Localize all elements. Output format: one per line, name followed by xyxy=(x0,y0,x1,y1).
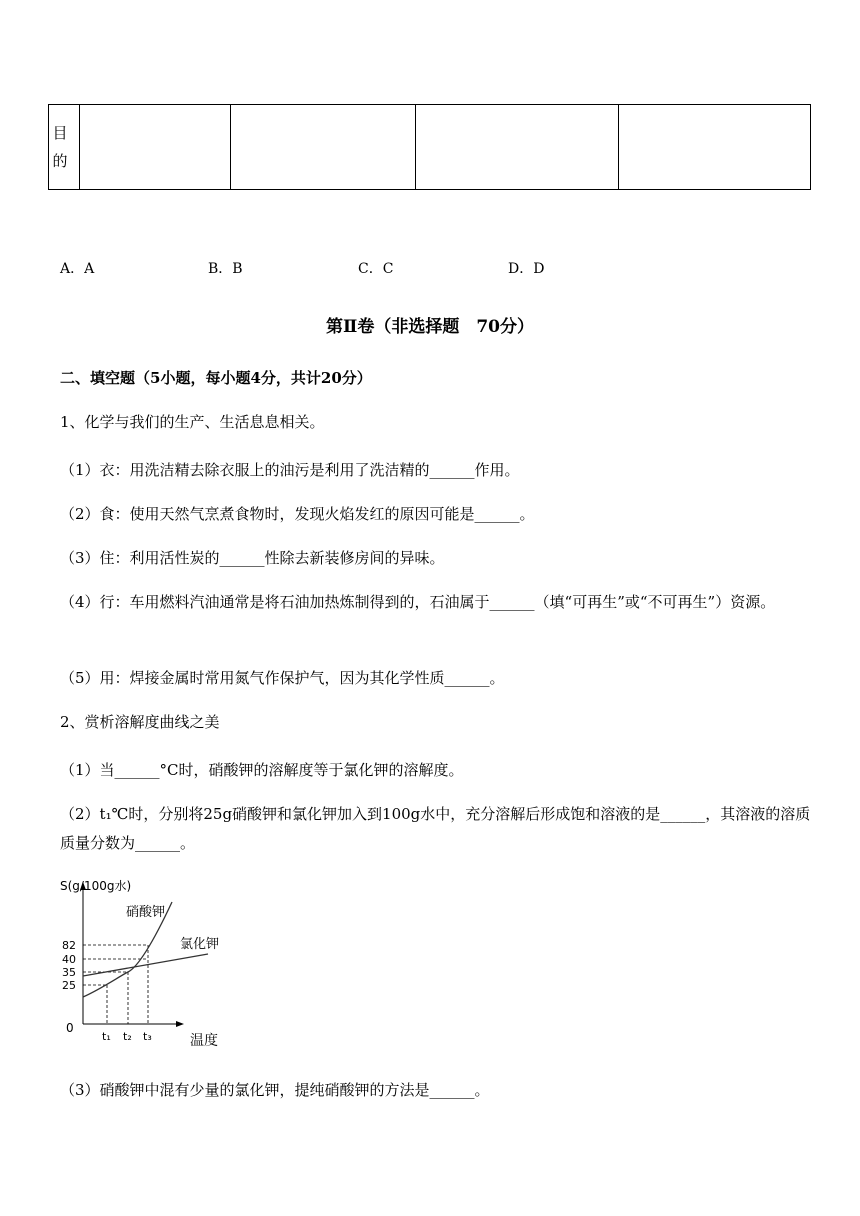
q2-part-3: （3）硝酸钾中混有少量的氯化钾，提纯硝酸钾的方法是______。 xyxy=(60,1081,490,1099)
series-label-kcl: 氯化钾 xyxy=(180,937,220,952)
option-a[interactable]: A．A xyxy=(60,261,95,277)
answer-table xyxy=(48,104,811,190)
q1-stem: 1、化学与我们的生产、生活息息相关。 xyxy=(60,413,325,431)
table-cell-b xyxy=(231,105,416,190)
q1-part-5: （5）用：焊接金属时常用氮气作保护气，因为其化学性质______。 xyxy=(60,669,505,687)
q2-part-1: （1）当______°C时，硝酸钾的溶解度等于氯化钾的溶解度。 xyxy=(60,761,464,779)
y-tick-label: 40 xyxy=(62,953,76,966)
table-cell-c xyxy=(416,105,619,190)
table-cell-a xyxy=(80,105,231,190)
row-label-char: 目 xyxy=(52,124,68,142)
row-label xyxy=(49,119,71,175)
series-label-kno3: 硝酸钾 xyxy=(126,905,166,920)
y-axis-label: S(g/100g水) xyxy=(60,879,132,893)
q1-part-1: （1）衣：用洗洁精去除衣服上的油污是利用了洗洁精的______作用。 xyxy=(60,461,520,479)
x-axis-arrow xyxy=(176,1021,184,1027)
section-title: 第Ⅱ卷（非选择题 70分） xyxy=(326,317,534,337)
x-axis-label: 温度 xyxy=(190,1033,218,1049)
x-tick-label: t₁ xyxy=(102,1030,111,1043)
y-tick-label: 25 xyxy=(62,979,76,992)
option-b[interactable]: B．B xyxy=(208,261,243,277)
y-tick-label: 35 xyxy=(62,966,76,979)
row-label-cell xyxy=(49,105,80,190)
q1-part-3: （3）住：利用活性炭的______性除去新装修房间的异味。 xyxy=(60,549,445,567)
row-label-char: 的 xyxy=(52,152,68,170)
x-tick-label: t₃ xyxy=(143,1030,152,1043)
section-heading: 二、填空题（5小题，每小题4分，共计20分） xyxy=(60,369,372,387)
origin-label: 0 xyxy=(66,1021,74,1035)
q1-part-4: （4）行：车用燃料汽油通常是将石油加热炼制得到的，石油属于______（填“可再生”或“不可再生”）资源。 xyxy=(60,593,776,611)
series-line-kcl xyxy=(83,954,208,976)
q2-stem: 2、赏析溶解度曲线之美 xyxy=(60,713,220,731)
table-cell-d xyxy=(619,105,811,190)
solubility-chart xyxy=(58,872,238,1052)
q2-part-2: （2）t₁℃时，分别将25g硝酸钾和氯化钾加入到100g水中，充分溶解后形成饱和溶液的是______，其溶液的溶质质量分数为______。 xyxy=(60,805,811,852)
option-c[interactable]: C．C xyxy=(358,261,394,277)
y-tick-label: 82 xyxy=(62,939,76,952)
x-tick-label: t₂ xyxy=(123,1030,132,1043)
option-d[interactable]: D．D xyxy=(508,261,545,277)
q1-part-2: （2）食：使用天然气烹煮食物时，发现火焰发红的原因可能是______。 xyxy=(60,505,535,523)
